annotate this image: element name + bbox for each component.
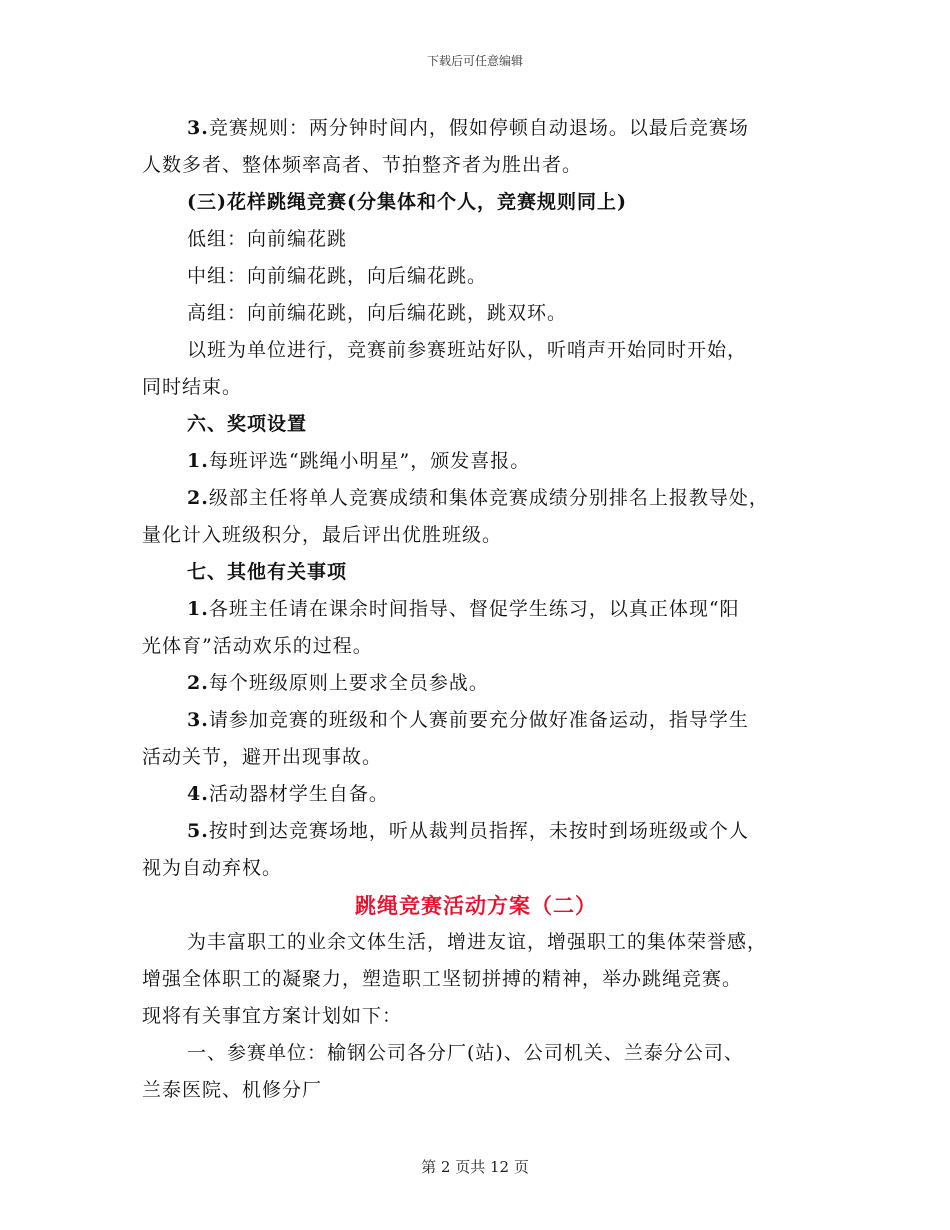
line-text: 现将有关事宜方案计划如下： bbox=[142, 1005, 403, 1027]
text-line bbox=[142, 665, 810, 702]
line-text: 竞赛规则：两分钟时间内，假如停顿自动退场。以最后竞赛场 bbox=[208, 117, 749, 139]
line-text: 为丰富职工的业余文体生活，增进友谊，增强职工的集体荣誉感， bbox=[187, 931, 768, 953]
text-line bbox=[142, 924, 810, 961]
line-text: 每班评选“跳绳小明星”，颁发喜报。 bbox=[208, 450, 531, 472]
section-title bbox=[142, 887, 810, 924]
line-text: 活动关节，避开出现事故。 bbox=[142, 746, 383, 768]
text-line bbox=[142, 221, 810, 258]
line-text: 各班主任请在课余时间指导、督促学生练习，以真正体现“阳 bbox=[208, 598, 740, 620]
item-number: 2. bbox=[187, 487, 209, 509]
page-footer: 第 2 页共 12 页 bbox=[421, 1158, 529, 1176]
line-text: 视为自动弃权。 bbox=[142, 857, 283, 879]
line-text: 以班为单位进行，竞赛前参赛班站好队，听哨声开始同时开始， bbox=[187, 339, 748, 361]
text-line bbox=[142, 1035, 810, 1072]
text-line bbox=[142, 998, 810, 1035]
line-text: 请参加竞赛的班级和个人赛前要充分做好准备运动，指导学生 bbox=[208, 709, 749, 731]
line-text: 级部主任将单人竞赛成绩和集体竞赛成绩分别排名上报教导处， bbox=[208, 487, 769, 509]
text-line bbox=[142, 628, 810, 665]
text-line bbox=[142, 961, 810, 998]
text-line bbox=[142, 591, 810, 628]
text-line bbox=[142, 369, 810, 406]
text-line bbox=[142, 295, 810, 332]
line-text: 光体育”活动欢乐的过程。 bbox=[142, 635, 373, 657]
document-body bbox=[142, 110, 810, 1109]
item-number: 3. bbox=[187, 117, 209, 139]
line-text: 跳绳竞赛活动方案（二） bbox=[355, 893, 597, 918]
line-text: 按时到达竞赛场地，听从裁判员指挥，未按时到场班级或个人 bbox=[208, 820, 749, 842]
text-line bbox=[142, 332, 810, 369]
line-text: 六、奖项设置 bbox=[187, 413, 308, 435]
item-number: 3. bbox=[187, 709, 209, 731]
line-text: 兰泰医院、机修分厂 bbox=[142, 1079, 323, 1101]
line-text: 人数多者、整体频率高者、节拍整齐者为胜出者。 bbox=[142, 154, 583, 176]
line-text: (三)花样跳绳竞赛(分集体和个人，竞赛规则同上) bbox=[187, 191, 627, 213]
text-line bbox=[142, 258, 810, 295]
item-number: 1. bbox=[187, 598, 209, 620]
text-line bbox=[142, 739, 810, 776]
text-line bbox=[142, 147, 810, 184]
item-number: 5. bbox=[187, 820, 209, 842]
text-line bbox=[142, 517, 810, 554]
text-line bbox=[142, 480, 810, 517]
text-line bbox=[142, 443, 810, 480]
line-text: 同时结束。 bbox=[142, 376, 243, 398]
item-number: 4. bbox=[187, 783, 209, 805]
text-line bbox=[142, 776, 810, 813]
text-line bbox=[142, 406, 810, 443]
line-text: 每个班级原则上要求全员参战。 bbox=[208, 672, 489, 694]
line-text: 增强全体职工的凝聚力，塑造职工坚韧拼搏的精神，举办跳绳竞赛。 bbox=[142, 968, 743, 990]
line-text: 高组：向前编花跳，向后编花跳，跳双环。 bbox=[187, 302, 568, 324]
line-text: 一、参赛单位：榆钢公司各分厂(站)、公司机关、兰泰分公司、 bbox=[187, 1042, 744, 1064]
item-number: 2. bbox=[187, 672, 209, 694]
text-line bbox=[142, 110, 810, 147]
line-text: 七、其他有关事项 bbox=[187, 561, 348, 583]
text-line bbox=[142, 850, 810, 887]
line-text: 活动器材学生自备。 bbox=[208, 783, 389, 805]
line-text: 中组：向前编花跳，向后编花跳。 bbox=[187, 265, 488, 287]
text-line bbox=[142, 813, 810, 850]
text-line bbox=[142, 1072, 810, 1109]
text-line bbox=[142, 702, 810, 739]
text-line bbox=[142, 554, 810, 591]
line-text: 低组：向前编花跳 bbox=[187, 228, 348, 250]
item-number: 1. bbox=[187, 450, 209, 472]
page-header: 下载后可任意编辑 bbox=[426, 54, 523, 68]
line-text: 量化计入班级积分，最后评出优胜班级。 bbox=[142, 524, 503, 546]
text-line bbox=[142, 184, 810, 221]
